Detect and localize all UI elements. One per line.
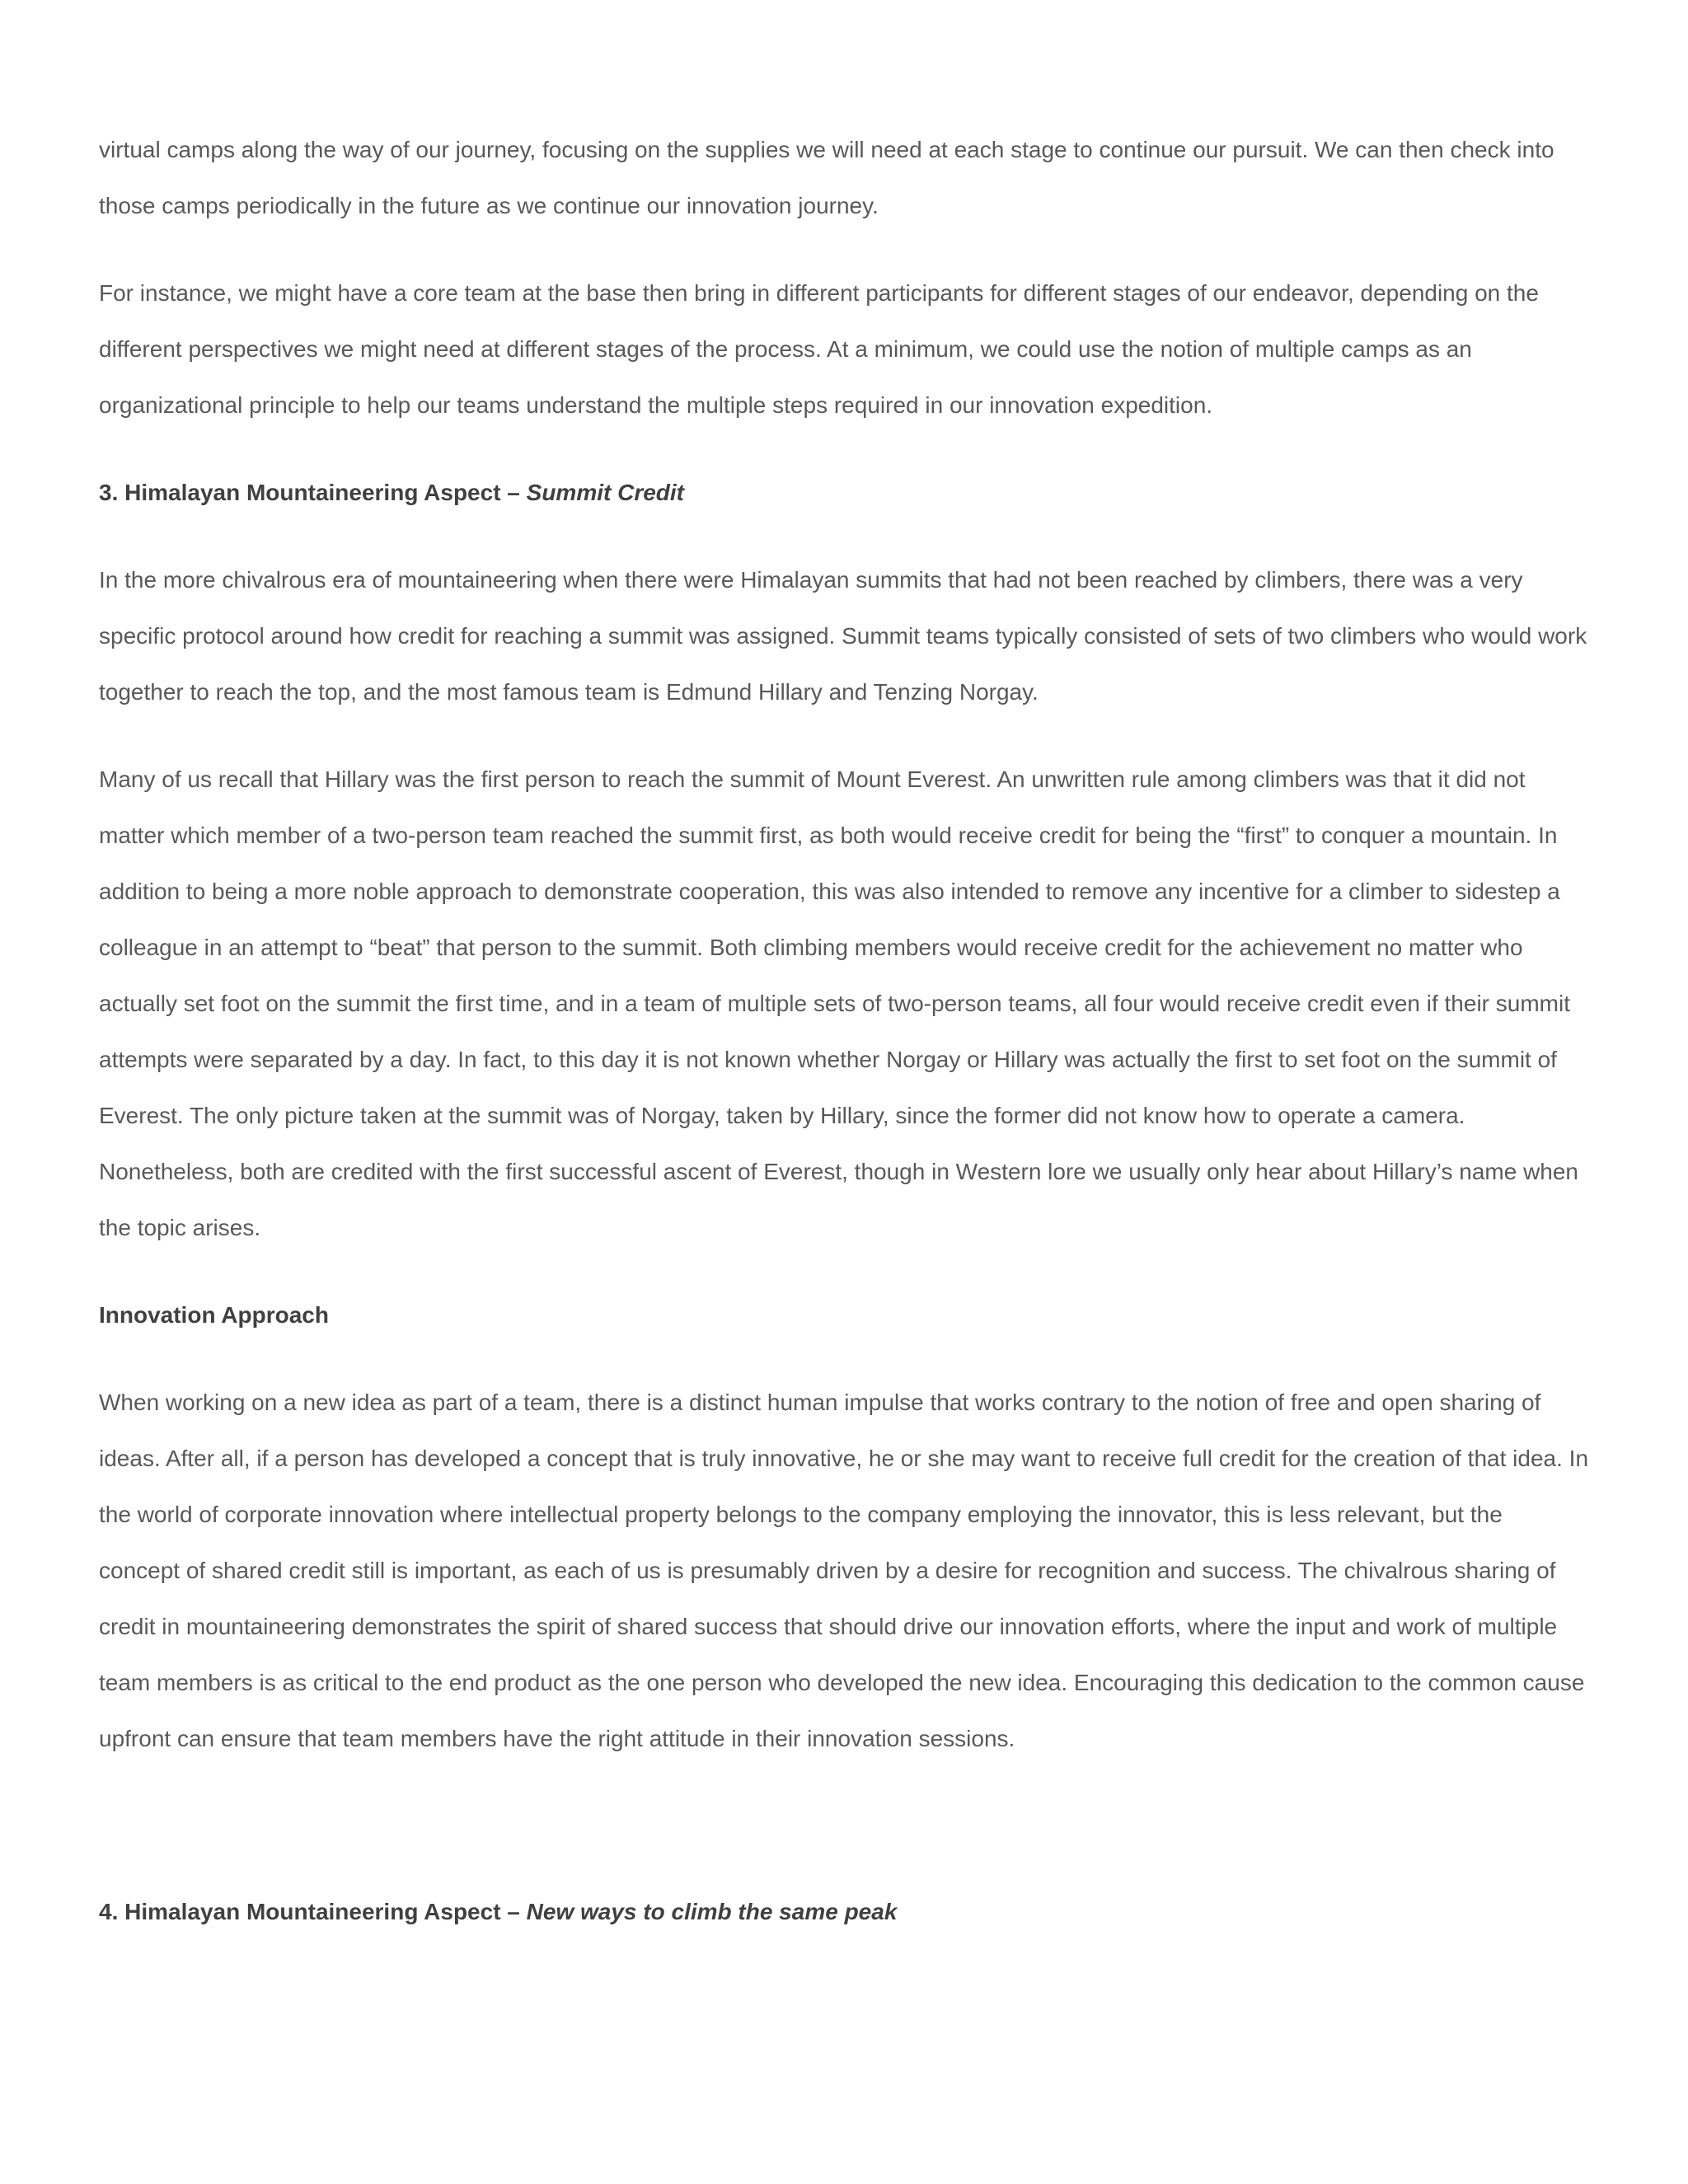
section-spacer [99, 1798, 1589, 1884]
paragraph-hillary-norgay: Many of us recall that Hillary was the first person to reach the summit of Mount Everest. An unwritten rule among climbers was that it did not matter which member of a two-person team reached the summit first, as both would receive credit for being the “first” to conquer a mountain. In addition to being a more noble approach to demonstrate cooperation, this was also intended to remove any incentive for a climber to sidestep a colleague in an attempt to “beat” that person to the summit. Both climbing members would receive credit for the achievement no matter who actually set foot on the summit the first time, and in a team of multiple sets of two-person teams, all four would receive credit even if their summit attempts were separated by a day. In fact, to this day it is not known whether Norgay or Hillary was actually the first to set foot on the summit of Everest. The only picture taken at the summit was of Norgay, taken by Hillary, since the former did not know how to operate a camera. Nonetheless, both are credited with the first successful ascent of Everest, though in Western lore we usually only hear about Hillary’s name when the topic arises. [99, 766, 1579, 1240]
section-3-heading-prefix: 3. Himalayan Mountaineering Aspect – [99, 480, 527, 505]
section-4-heading-subtitle: New ways to climb the same peak [526, 1899, 898, 1924]
paragraph-innovation-approach: When working on a new idea as part of a team, there is a distinct human impulse that works contrary to the notion of free and open sharing of ideas. After all, if a person has developed a concept that is truly innovative, he or she may want to receive full credit for the creation of that idea. In the world of corporate innovation where intellectual property belongs to the company employing the innovator, this is less relevant, but the concept of shared credit still is important, as each of us is presumably driven by a desire for recognition and success. The chivalrous sharing of credit in mountaineering demonstrates the spirit of shared success that should drive our innovation efforts, where the input and work of multiple team members is as critical to the end product as the one person who developed the new idea. Encouraging this dedication to the common cause upfront can ensure that team members have the right attitude in their innovation sessions. [99, 1390, 1589, 1751]
section-4-heading-prefix: 4. Himalayan Mountaineering Aspect – [99, 1899, 527, 1924]
innovation-approach-heading: Innovation Approach [99, 1302, 329, 1328]
paragraph-core-team: For instance, we might have a core team at the base then bring in different participants for different stages of our endeavor, depending on the different perspectives we might need at different stages of the process. At a minimum, we could use the notion of multiple camps as an organizational principle to help our teams understand the multiple steps required in our innovation expedition. [99, 280, 1539, 418]
section-3-heading [99, 465, 1589, 521]
paragraph-chivalrous-era: In the more chivalrous era of mountaineering when there were Himalayan summits that had not been reached by climbers, there was a very specific protocol around how credit for reaching a summit was assigned. Summit teams typically consisted of sets of two climbers who would work together to reach the top, and the most famous team is Edmund Hillary and Tenzing Norgay. [99, 567, 1587, 705]
paragraph-virtual-camps: virtual camps along the way of our journey, focusing on the supplies we will need at each stage to continue our pursuit. We can then check into those camps periodically in the future as we continue our innovation journey. [99, 137, 1554, 218]
document-page [99, 122, 1589, 1971]
section-3-heading-subtitle: Summit Credit [526, 480, 685, 505]
section-4-heading [99, 1884, 1589, 1940]
